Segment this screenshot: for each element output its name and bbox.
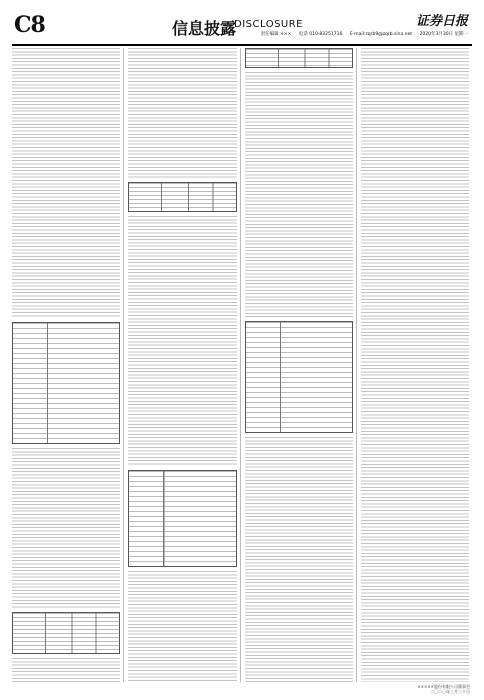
body-text <box>245 437 353 682</box>
company-name: ×××××股份有限公司董事会 <box>417 684 470 689</box>
body-text <box>12 48 120 318</box>
masthead <box>12 8 472 46</box>
data-table <box>128 470 236 567</box>
article-columns <box>12 48 472 682</box>
data-table <box>12 612 120 654</box>
column-4 <box>361 48 472 682</box>
data-table <box>128 182 236 212</box>
signature-date: 二〇二〇年三月三十日 <box>430 689 470 694</box>
data-table <box>12 322 120 444</box>
page-number: C8 <box>14 12 45 38</box>
editor-label: 责任编辑 ××× <box>260 32 292 37</box>
date-label: 2020年3月30日 星期一 <box>419 32 468 37</box>
body-text <box>128 571 236 682</box>
body-text <box>128 216 236 466</box>
body-text <box>12 658 120 682</box>
newspaper-logo: 证券日报 <box>415 14 468 29</box>
signature-block <box>417 684 470 694</box>
data-table <box>245 48 353 68</box>
phone-label: 电话 010-83251716 <box>298 32 343 37</box>
body-text <box>12 448 120 608</box>
data-table <box>245 321 353 433</box>
section-title: 信息披露 <box>172 19 237 38</box>
column-2 <box>128 48 240 682</box>
body-text <box>361 48 469 682</box>
section-title-en: DISCLOSURE <box>234 19 303 30</box>
email-label: E-mail:zqrb9@zqrb.sina.net <box>349 32 413 37</box>
masthead-meta <box>255 31 468 37</box>
body-text <box>128 48 236 178</box>
body-text <box>245 72 353 317</box>
column-3 <box>245 48 357 682</box>
column-1 <box>12 48 124 682</box>
